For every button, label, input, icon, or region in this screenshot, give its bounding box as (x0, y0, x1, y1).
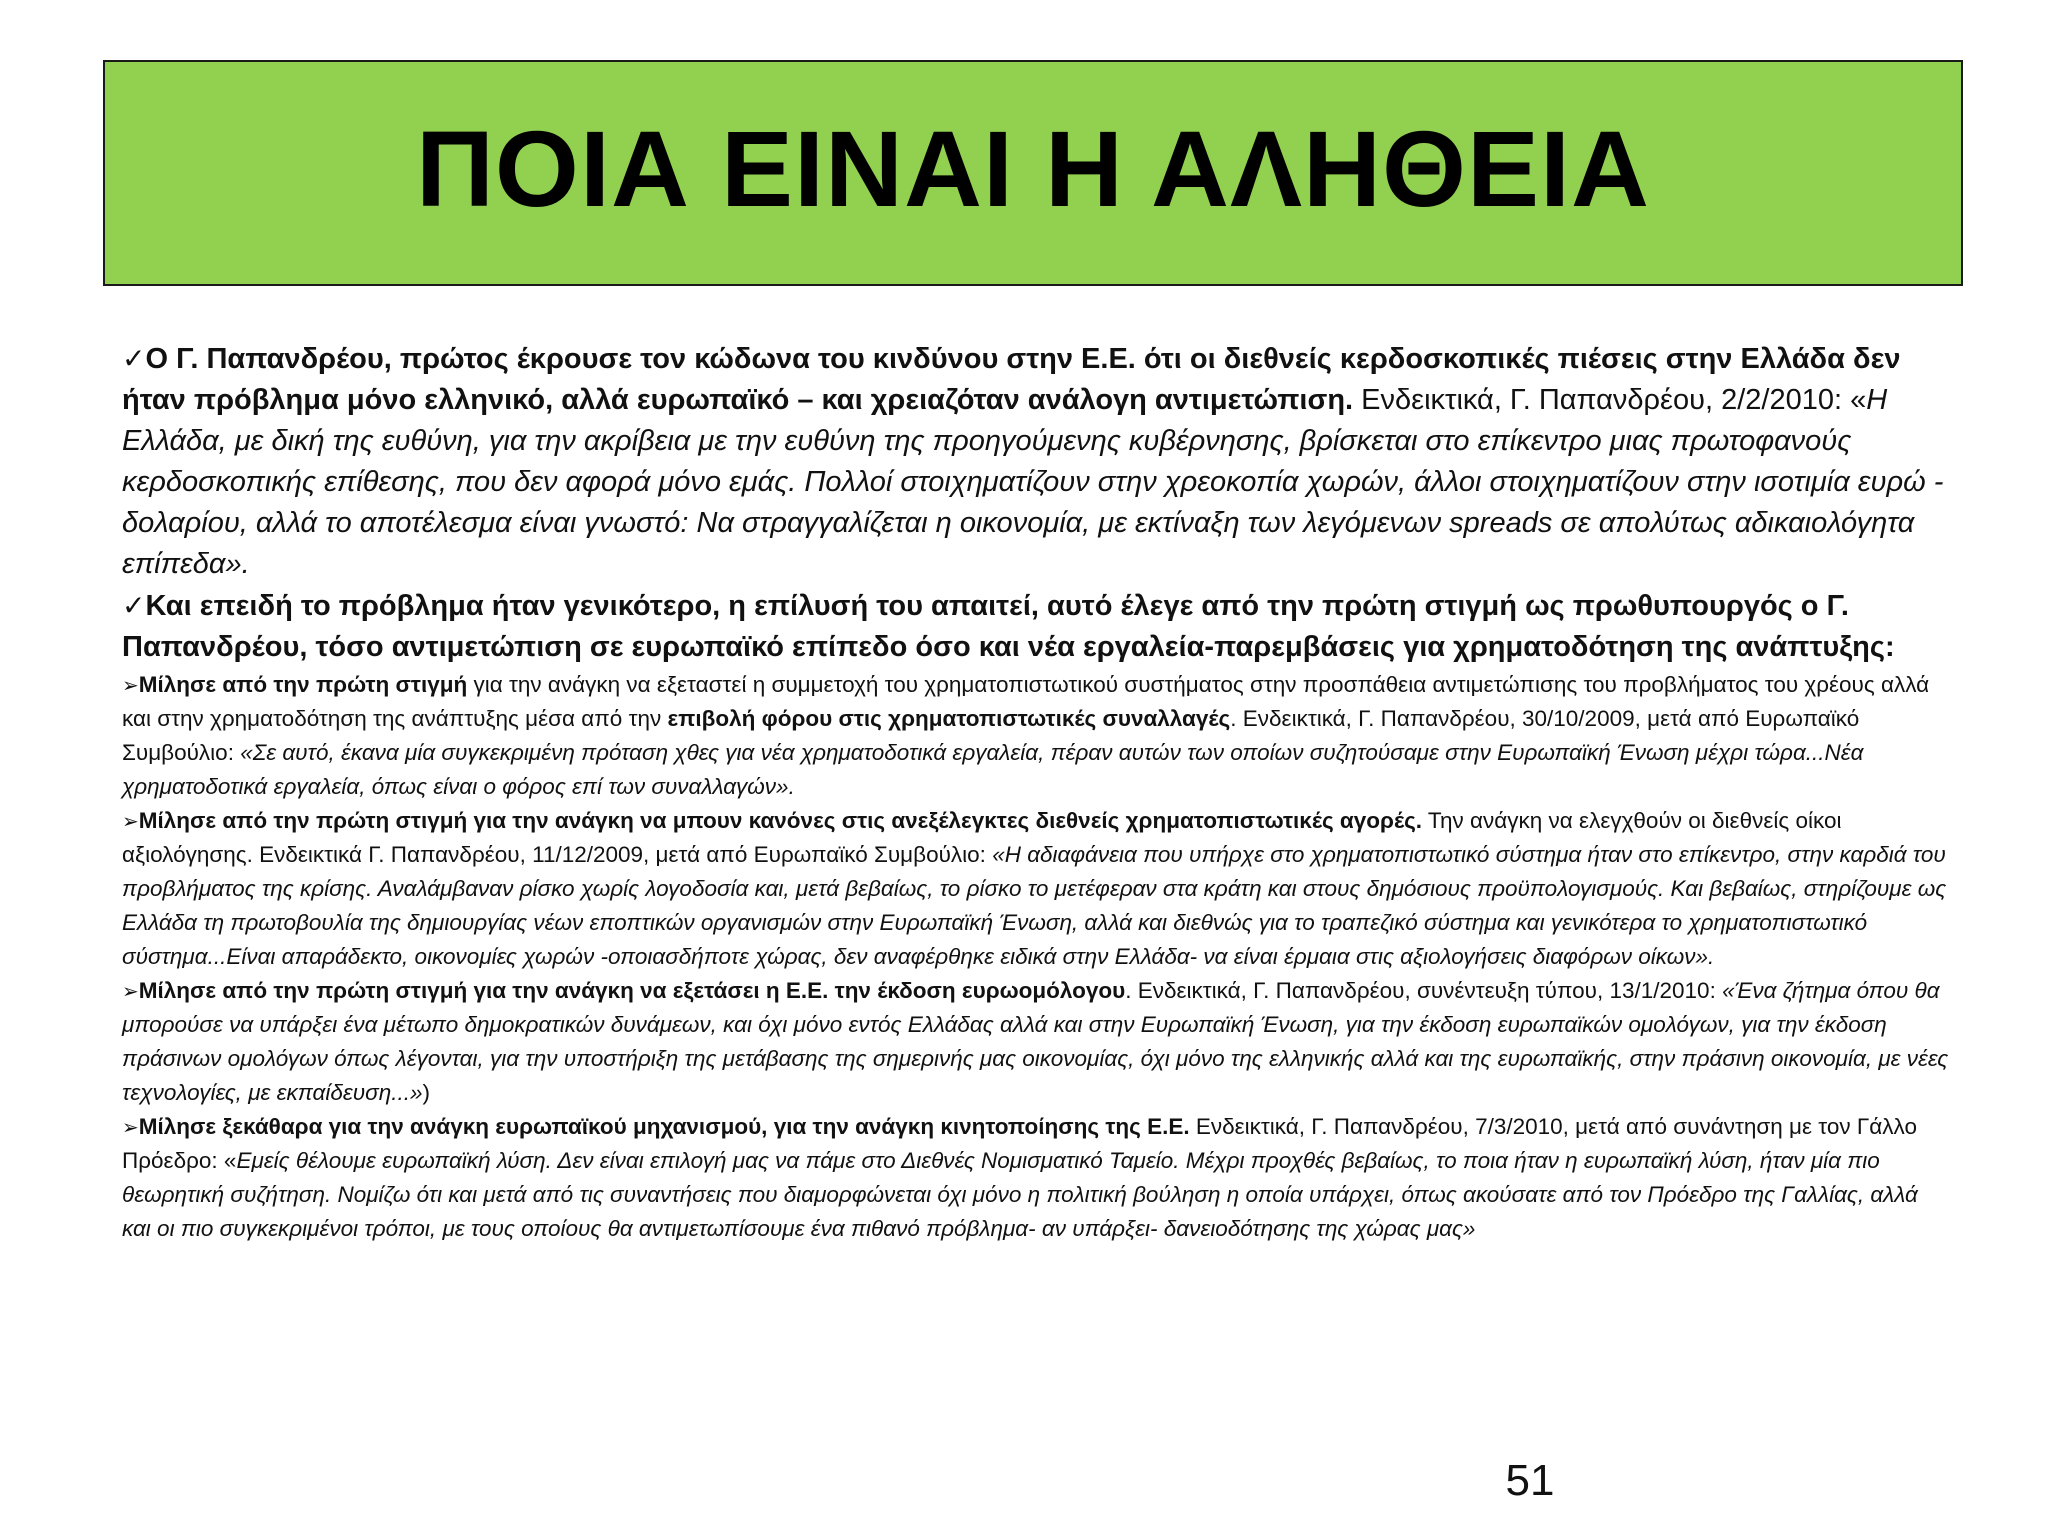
check-item-2 (122, 585, 1952, 668)
arrow-item-3 (122, 974, 1952, 1110)
slide-title: ΠΟΙΑ ΕΙΝΑΙ Η ΑΛΗΘΕΙΑ (415, 108, 1651, 229)
page-number: 51 (1505, 1456, 1555, 1505)
arrow-item-1-text: για την ανάγκη να εξεταστεί η συμμετοχή του χρηματοπιστωτικού συστήματος στην προσπάθεια αντιμετώπισης του προβλήματος του χρέους αλλά και στην χρηματοδότηση της ανάπτυξης μέσα από την (122, 672, 1930, 731)
check-item-2-bold: Και επειδή το πρόβλημα ήταν γενικότερο, η επίλυσή του απαιτεί, αυτό έλεγε από την πρώτη στιγμή ως πρωθυπουργός ο Γ. Παπανδρέου, τόσο αντιμετώπιση σε ευρωπαϊκό επίπεδο όσο και νέα εργαλεία-παρεμβάσεις για χρηματοδότηση της ανάπτυξης: (122, 590, 1895, 663)
arrow-item-2-bold: Μίλησε από την πρώτη στιγμή για την ανάγκη να μπουν κανόνες στις ανεξέλεγκτες διεθνείς χρηματοπιστωτικές αγορές. (138, 808, 1423, 833)
title-banner (103, 60, 1963, 286)
arrow-item-2-text: Την ανάγκη να ελεγχθούν οι διεθνείς οίκοι αξιολόγησης. Ενδεικτικά Γ. Παπανδρέου, 11/12/2009, μετά από Ευρωπαϊκό Συμβούλιο: (122, 808, 1842, 867)
arrow-item-2 (122, 804, 1952, 974)
arrow-bullet-icon: ➢ (122, 809, 139, 833)
arrow-item-2-quote: «Η αδιαφάνεια που υπήρχε στο χρηματοπιστωτικό σύστημα ήταν στο επίκεντρο, στην καρδιά του προβλήματος της κρίσης. Αναλάμβαναν ρίσκο χωρίς λογοδοσία και, μετά βεβαίως, το ρίσκο το μετέφεραν στα κράτη και στους δημόσιους προϋπολογισμούς. Και βεβαίως, στηρίζουμε ως Ελλάδα τη πρωτοβουλία της δημιουργίας νέων εποπτικών οργανισμών στην Ευρωπαϊκή Ένωση, αλλά και διεθνώς για το τραπεζικό σύστημα και γενικότερα το χρηματοπιστωτικό σύστημα...Είναι απαράδεκτο, οικονομίες χωρών -οποιασδήποτε χώρας, δεν αναφέρθηκε ειδικά στην Ελλάδα- να είναι έρμαια στις αξιολογήσεις διαφόρων οίκων». (122, 842, 1947, 969)
arrow-item-1 (122, 668, 1952, 804)
arrow-bullet-icon: ➢ (122, 1115, 139, 1139)
arrow-item-1-bold: Μίλησε από την πρώτη στιγμή (138, 672, 468, 697)
arrow-bullet-icon: ➢ (122, 673, 139, 697)
check-mark-icon: ✓ (122, 589, 146, 622)
arrow-item-1-text-2: . Ενδεικτικά, Γ. Παπανδρέου, 30/10/2009, μετά από Ευρωπαϊκό Συμβούλιο: (122, 706, 1860, 765)
arrow-bullet-icon: ➢ (122, 979, 139, 1003)
arrow-item-3-bold: Μίλησε από την πρώτη στιγμή για την ανάγκη να εξετάσει η Ε.Ε. την έκδοση ευρωομόλογου (138, 978, 1126, 1003)
arrow-item-4-bold: Μίλησε ξεκάθαρα για την ανάγκη ευρωπαϊκού μηχανισμού, για την ανάγκη κινητοποίησης της Ε.Ε. (138, 1114, 1190, 1139)
check-item-1-text: Ενδεικτικά, Γ. Παπανδρέου, 2/2/2010: « (1353, 384, 1867, 416)
arrow-item-3-text: . Ενδεικτικά, Γ. Παπανδρέου, συνέντευξη τύπου, 13/1/2010: (1125, 978, 1723, 1003)
arrow-item-4-quote: Εμείς θέλουμε ευρωπαϊκή λύση. Δεν είναι επιλογή μας να πάμε στο Διεθνές Νομισματικό Ταμείο. Μέχρι προχθές βεβαίως, το ποια ήταν η ευρωπαϊκή λύση, ήταν μία πιο θεωρητική συζήτηση. Νομίζω ότι και μετά από τις συναντήσεις που διαμορφώνεται όχι μόνο η πολιτική βούληση η οποία υπάρχει, όπως ακούσατε από τον Πρόεδρο της Γαλλίας, αλλά και οι πιο συγκεκριμένοι τρόποι, με τους οποίους θα αντιμετωπίσουμε ένα πιθανό πρόβλημα- αν υπάρξει- δανειοδότησης της χώρας μας» (122, 1148, 1918, 1241)
arrow-item-1-quote: «Σε αυτό, έκανα μία συγκεκριμένη πρόταση χθες για νέα χρηματοδοτικά εργαλεία, πέραν αυτών των οποίων συζητούσαμε στην Ευρωπαϊκή Ένωση μέχρι τώρα...Νέα χρηματοδοτικά εργαλεία, όπως είναι ο φόρος επί των συναλλαγών». (122, 740, 1864, 799)
check-item-1-bold: Ο Γ. Παπανδρέου, πρώτος έκρουσε τον κώδωνα του κινδύνου στην Ε.Ε. ότι οι διεθνείς κερδοσκοπικές πιέσεις στην Ελλάδα δεν ήταν πρόβλημα μόνο ελληνικό, αλλά ευρωπαϊκό – και χρειαζόταν ανάλογη αντιμετώπιση. (122, 343, 1901, 416)
check-mark-icon: ✓ (122, 342, 146, 375)
slide-body (122, 338, 1952, 1246)
arrow-item-1-bold-2: επιβολή φόρου στις χρηματοπιστωτικές συναλλαγές (667, 706, 1231, 731)
check-item-1 (122, 338, 1952, 585)
arrow-item-3-quote: «Ένα ζήτημα όπου θα μπορούσε να υπάρξει ένα μέτωπο δημοκρατικών δυνάμεων, και όχι μόνο εντός Ελλάδας αλλά και στην Ευρωπαϊκή Ένωση, για την έκδοση ευρωπαϊκών ομολόγων, για την έκδοση πράσινων ομολόγων όπως λέγονται, για την υποστήριξη της μετάβασης της σημερινής μας οικονομίας, όχι μόνο της ελληνικής αλλά και της ευρωπαϊκής, στην πράσινη οικονομία, με νέες τεχνολογίες, με εκπαίδευση...» (122, 978, 1949, 1105)
arrow-item-4 (122, 1110, 1952, 1246)
check-item-1-quote: Η Ελλάδα, με δική της ευθύνη, για την ακρίβεια με την ευθύνη της προηγούμενης κυβέρνησης, βρίσκεται στο επίκεντρο μιας πρωτοφανούς κερδοσκοπικής επίθεσης, που δεν αφορά μόνο εμάς. Πολλοί στοιχηματίζουν στην χρεοκοπία χωρών, άλλοι στοιχηματίζουν στην ισοτιμία ευρώ - δολαρίου, αλλά το αποτέλεσμα είναι γνωστό: Να στραγγαλίζεται η οικονομία, με εκτίναξη των λεγόμενων spreads σε απολύτως αδικαιολόγητα επίπεδα». (122, 384, 1944, 580)
arrow-item-4-text: Ενδεικτικά, Γ. Παπανδρέου, 7/3/2010, μετά από συνάντηση με τον Γάλλο Πρόεδρο: « (122, 1114, 1917, 1173)
arrow-item-3-tail: ) (422, 1080, 430, 1105)
